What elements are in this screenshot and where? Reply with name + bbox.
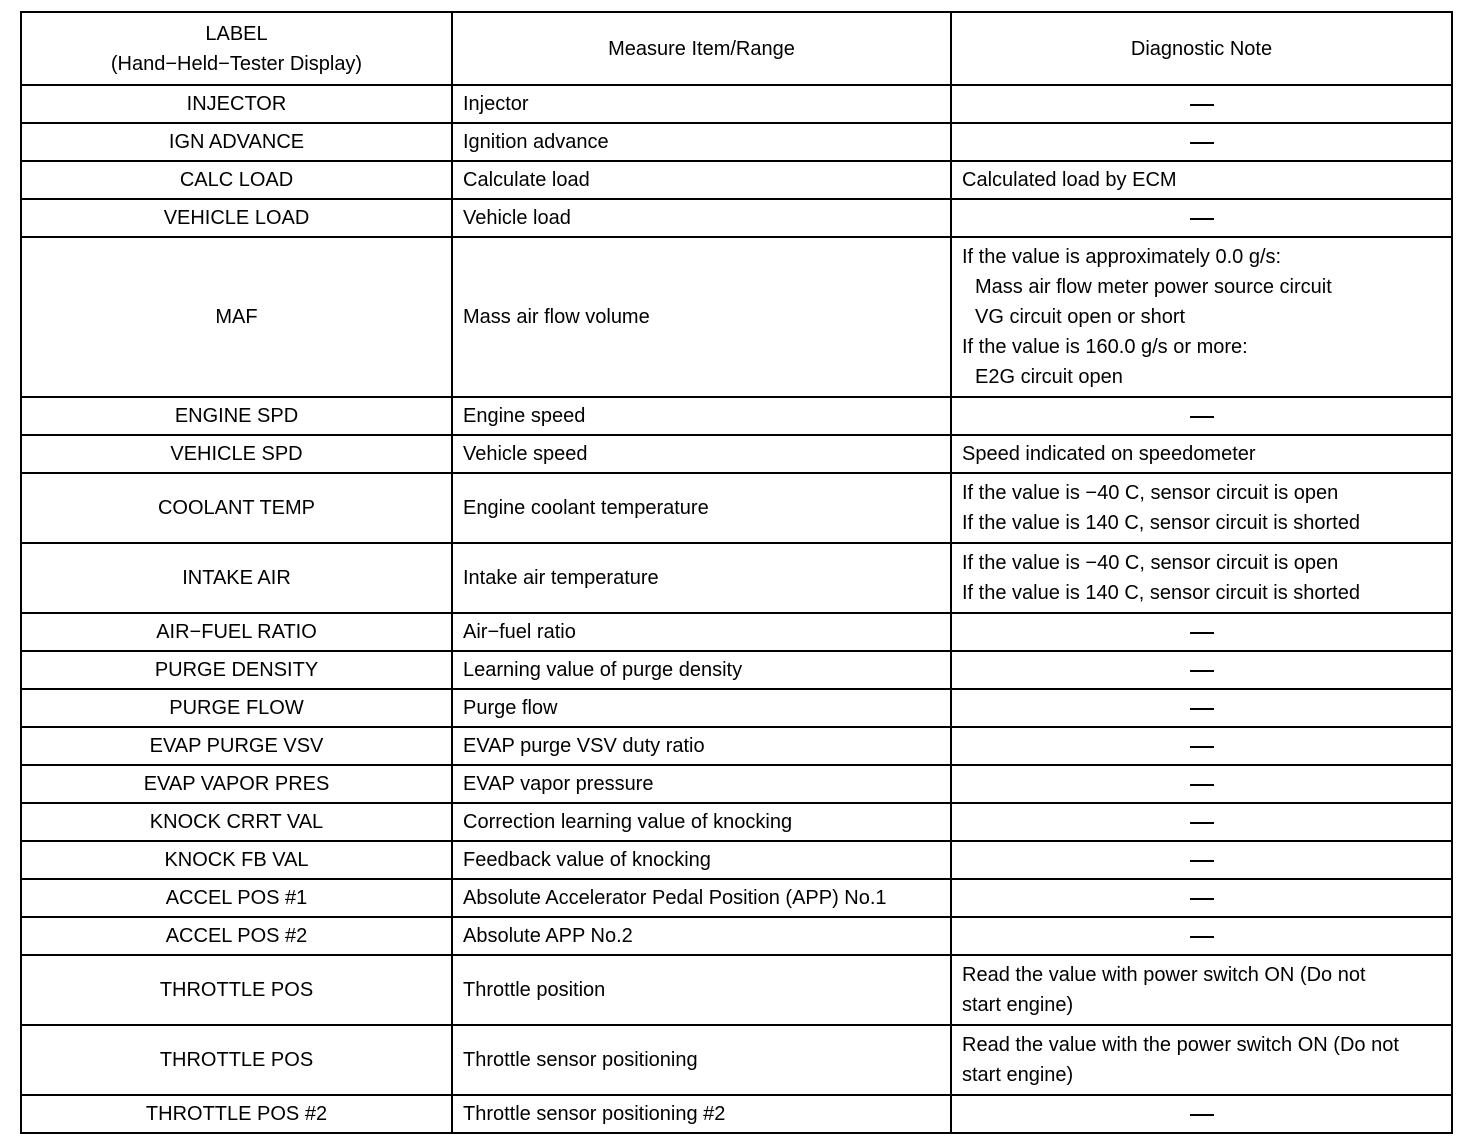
note-line: start engine) [962, 994, 1074, 1016]
label-cell: THROTTLE POS [21, 955, 452, 1025]
label-cell: PURGE DENSITY [21, 651, 452, 689]
table-row [21, 917, 1452, 955]
note-cell [951, 955, 1452, 1025]
measure-cell: EVAP purge VSV duty ratio [452, 727, 951, 765]
label-cell: ACCEL POS #2 [21, 917, 452, 955]
measure-cell: Intake air temperature [452, 543, 951, 613]
note-cell [951, 1095, 1452, 1133]
not-applicable-dash [1190, 898, 1214, 900]
table-row [21, 237, 1452, 397]
measure-cell: EVAP vapor pressure [452, 765, 951, 803]
label-cell: COOLANT TEMP [21, 473, 452, 543]
note-cell [951, 1025, 1452, 1095]
not-applicable-dash [1190, 218, 1214, 220]
note-line: If the value is −40 C, sensor circuit is open [962, 552, 1339, 574]
note-cell [951, 917, 1452, 955]
table-header-row [21, 12, 1452, 85]
measure-cell: Air−fuel ratio [452, 613, 951, 651]
header-label-line1: LABEL [205, 22, 268, 45]
note-line: E2G circuit open [975, 366, 1123, 388]
note-cell [951, 543, 1452, 613]
not-applicable-dash [1190, 784, 1214, 786]
measure-cell: Engine speed [452, 397, 951, 435]
table-row [21, 879, 1452, 917]
not-applicable-dash [1190, 104, 1214, 106]
label-cell: PURGE FLOW [21, 689, 452, 727]
measure-cell: Absolute Accelerator Pedal Position (APP) No.1 [452, 879, 951, 917]
note-cell [951, 841, 1452, 879]
note-line: If the value is 160.0 g/s or more: [962, 336, 1248, 358]
label-cell: EVAP PURGE VSV [21, 727, 452, 765]
note-cell [951, 803, 1452, 841]
measure-cell: Purge flow [452, 689, 951, 727]
label-cell: ENGINE SPD [21, 397, 452, 435]
table-row [21, 543, 1452, 613]
measure-cell: Absolute APP No.2 [452, 917, 951, 955]
label-cell: IGN ADVANCE [21, 123, 452, 161]
label-cell: KNOCK CRRT VAL [21, 803, 452, 841]
table-row [21, 841, 1452, 879]
label-cell: THROTTLE POS #2 [21, 1095, 452, 1133]
header-label-line2: (Hand−Held−Tester Display) [110, 52, 363, 75]
note-line: Calculated load by ECM [962, 169, 1177, 191]
not-applicable-dash [1190, 746, 1214, 748]
table-row [21, 123, 1452, 161]
measure-cell: Injector [452, 85, 951, 123]
note-line: Read the value with the power switch ON (Do not [962, 1034, 1399, 1056]
header-note: Diagnostic Note [951, 12, 1452, 85]
measure-cell: Vehicle load [452, 199, 951, 237]
measure-cell: Ignition advance [452, 123, 951, 161]
not-applicable-dash [1190, 142, 1214, 144]
note-line: If the value is approximately 0.0 g/s: [962, 246, 1282, 268]
not-applicable-dash [1190, 860, 1214, 862]
not-applicable-dash [1190, 670, 1214, 672]
measure-cell: Feedback value of knocking [452, 841, 951, 879]
note-line: Speed indicated on speedometer [962, 443, 1256, 465]
note-cell [951, 85, 1452, 123]
table-row [21, 199, 1452, 237]
not-applicable-dash [1190, 1114, 1214, 1116]
measure-cell: Calculate load [452, 161, 951, 199]
header-measure: Measure Item/Range [452, 12, 951, 85]
not-applicable-dash [1190, 632, 1214, 634]
note-cell [951, 397, 1452, 435]
table-row [21, 1095, 1452, 1133]
note-line: VG circuit open or short [975, 306, 1186, 328]
label-cell: CALC LOAD [21, 161, 452, 199]
note-cell [951, 123, 1452, 161]
label-cell: INJECTOR [21, 85, 452, 123]
table-row [21, 651, 1452, 689]
note-cell [951, 727, 1452, 765]
diagnostic-data-table [20, 11, 1453, 1134]
note-line: Mass air flow meter power source circuit [975, 276, 1332, 298]
table-row [21, 765, 1452, 803]
header-label [21, 12, 452, 85]
note-cell [951, 879, 1452, 917]
not-applicable-dash [1190, 416, 1214, 418]
note-cell [951, 473, 1452, 543]
table-row [21, 689, 1452, 727]
table-row [21, 397, 1452, 435]
table-row [21, 473, 1452, 543]
note-line: If the value is 140 C, sensor circuit is shorted [962, 512, 1360, 534]
table-row [21, 161, 1452, 199]
note-line: If the value is 140 C, sensor circuit is shorted [962, 582, 1360, 604]
measure-cell: Learning value of purge density [452, 651, 951, 689]
measure-cell: Vehicle speed [452, 435, 951, 473]
measure-cell: Throttle sensor positioning #2 [452, 1095, 951, 1133]
measure-cell: Mass air flow volume [452, 237, 951, 397]
note-cell [951, 613, 1452, 651]
note-cell [951, 765, 1452, 803]
label-cell: VEHICLE SPD [21, 435, 452, 473]
not-applicable-dash [1190, 708, 1214, 710]
label-cell: ACCEL POS #1 [21, 879, 452, 917]
table-row [21, 727, 1452, 765]
label-cell: EVAP VAPOR PRES [21, 765, 452, 803]
table-row [21, 803, 1452, 841]
note-cell [951, 689, 1452, 727]
table-row [21, 613, 1452, 651]
label-cell: KNOCK FB VAL [21, 841, 452, 879]
measure-cell: Correction learning value of knocking [452, 803, 951, 841]
note-line: Read the value with power switch ON (Do not [962, 964, 1366, 986]
label-cell: THROTTLE POS [21, 1025, 452, 1095]
not-applicable-dash [1190, 822, 1214, 824]
label-cell: VEHICLE LOAD [21, 199, 452, 237]
table-row [21, 435, 1452, 473]
table-row [21, 955, 1452, 1025]
measure-cell: Engine coolant temperature [452, 473, 951, 543]
table-row [21, 85, 1452, 123]
note-cell [951, 435, 1452, 473]
note-cell [951, 651, 1452, 689]
note-line: If the value is −40 C, sensor circuit is open [962, 482, 1339, 504]
table-body [21, 85, 1452, 1133]
label-cell: INTAKE AIR [21, 543, 452, 613]
measure-cell: Throttle position [452, 955, 951, 1025]
label-cell: MAF [21, 237, 452, 397]
measure-cell: Throttle sensor positioning [452, 1025, 951, 1095]
note-cell [951, 237, 1452, 397]
not-applicable-dash [1190, 936, 1214, 938]
note-line: start engine) [962, 1064, 1074, 1086]
note-cell [951, 161, 1452, 199]
note-cell [951, 199, 1452, 237]
label-cell: AIR−FUEL RATIO [21, 613, 452, 651]
table-row [21, 1025, 1452, 1095]
